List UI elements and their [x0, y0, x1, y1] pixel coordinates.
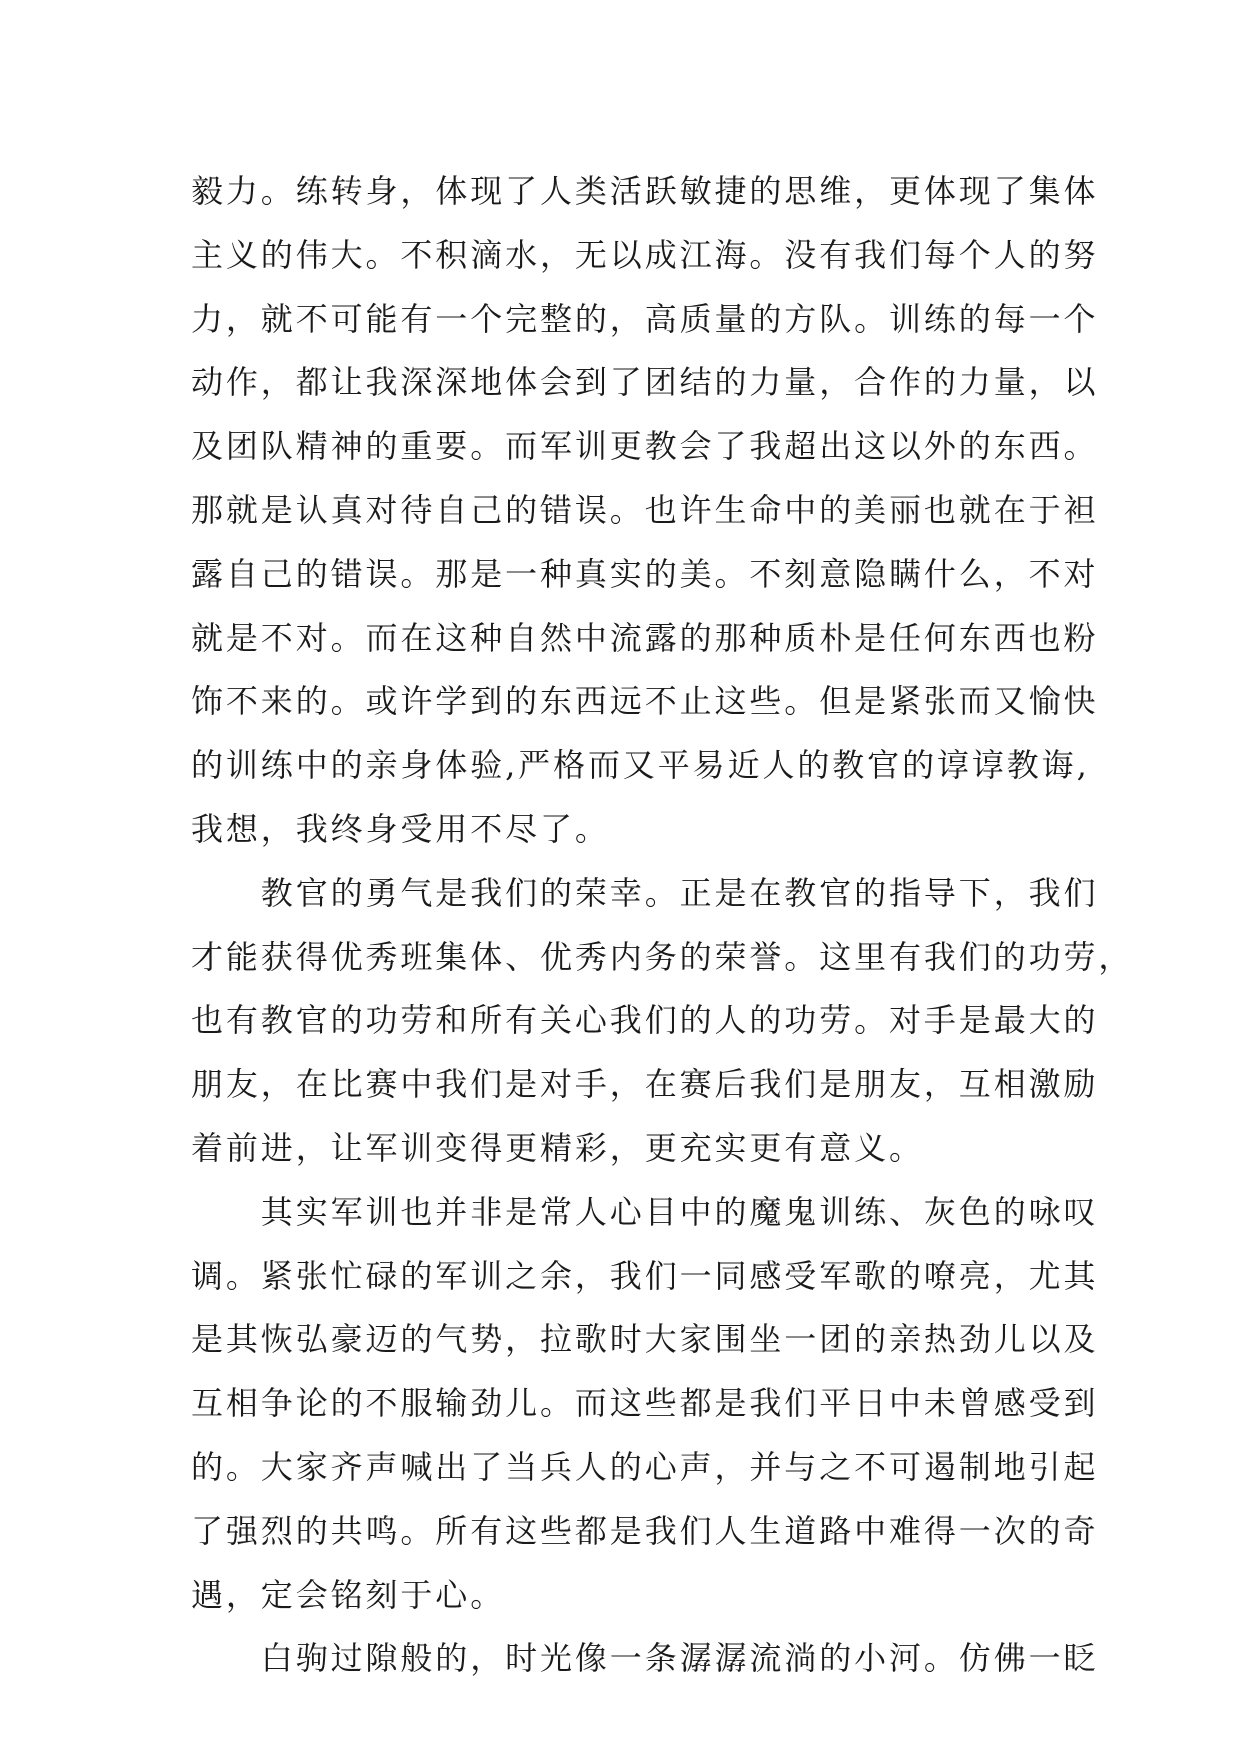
text-line: 也有教官的功劳和所有关心我们的人的功劳。对手是最大的 [191, 1001, 1099, 1040]
text-line: 饰不来的。或许学到的东西远不止这些。但是紧张而又愉快 [191, 682, 1099, 721]
text-line: 互相争论的不服输劲儿。而这些都是我们平日中未曾感受到 [191, 1384, 1099, 1423]
text-line: 我想，我终身受用不尽了。 [191, 809, 610, 848]
text-line: 露自己的错误。那是一种真实的美。不刻意隐瞒什么，不对 [191, 554, 1099, 593]
body-text [191, 160, 1134, 1691]
text-line: 其实军训也并非是常人心目中的魔鬼训练、灰色的咏叹 [191, 1192, 1099, 1231]
text-line: 遇，定会铭刻于心。 [191, 1575, 506, 1614]
text-line: 动作，都让我深深地体会到了团结的力量，合作的力量，以 [191, 363, 1099, 402]
text-line: 力，就不可能有一个完整的，高质量的方队。训练的每一个 [191, 299, 1099, 338]
text-line: 着前进，让军训变得更精彩，更充实更有意义。 [191, 1128, 924, 1167]
text-line: 及团队精神的重要。而军训更教会了我超出这以外的东西。 [191, 427, 1099, 466]
text-line: 主义的伟大。不积滴水，无以成江海。没有我们每个人的努 [191, 235, 1099, 274]
text-line: 就是不对。而在这种自然中流露的那种质朴是任何东西也粉 [191, 618, 1099, 657]
text-line: 教官的勇气是我们的荣幸。正是在教官的指导下，我们 [191, 873, 1099, 912]
text-line: 调。紧张忙碌的军训之余，我们一同感受军歌的嘹亮，尤其 [191, 1256, 1099, 1295]
text-line: 毅力。练转身，体现了人类活跃敏捷的思维，更体现了集体 [191, 172, 1099, 210]
text-line: 朋友，在比赛中我们是对手，在赛后我们是朋友，互相激励 [191, 1065, 1099, 1104]
text-line: 的。大家齐声喊出了当兵人的心声，并与之不可遏制地引起 [191, 1447, 1099, 1486]
text-line: 是其恢弘豪迈的气势，拉歌时大家围坐一团的亲热劲儿以及 [191, 1320, 1099, 1359]
text-line: 才能获得优秀班集体、优秀内务的荣誉。这里有我们的功劳， [191, 937, 1134, 976]
text-line: 的训练中的亲身体验,严格而又平易近人的教官的谆谆教诲, [191, 746, 1090, 785]
text-line: 白驹过隙般的，时光像一条潺潺流淌的小河。仿佛一眨 [191, 1639, 1099, 1678]
text-line: 了强烈的共鸣。所有这些都是我们人生道路中难得一次的奇 [191, 1511, 1099, 1550]
text-line: 那就是认真对待自己的错误。也许生命中的美丽也就在于袒 [191, 490, 1099, 529]
